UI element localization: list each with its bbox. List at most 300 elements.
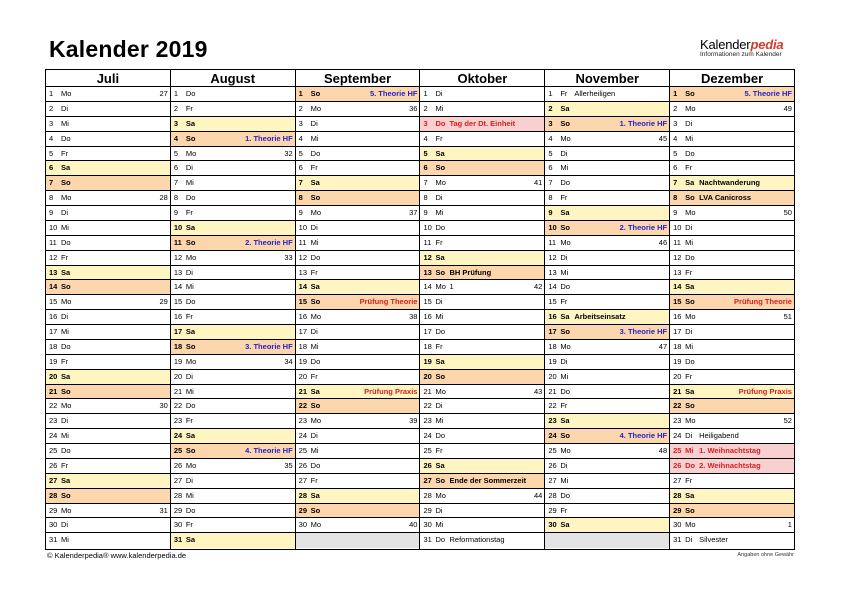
day-number: 23 [673, 416, 682, 426]
day-cell [420, 355, 544, 370]
weekday: So [685, 89, 695, 98]
day-cell [545, 385, 669, 400]
week-number: 39 [409, 416, 418, 426]
weekday: Mo [61, 401, 72, 411]
weekday: Do [61, 133, 71, 143]
day-cell [46, 489, 170, 504]
day-number: 2 [423, 103, 428, 113]
day-number: 20 [423, 371, 432, 381]
day-cell [171, 504, 295, 519]
day-note: 2. Weihnachtstag [699, 460, 761, 470]
weekday: Fr [435, 133, 443, 143]
day-cell [420, 325, 544, 340]
weekday: Mo [435, 386, 446, 396]
weekday: Fr [685, 371, 693, 381]
day-number: 25 [673, 446, 682, 455]
week-number: 47 [658, 341, 668, 351]
day-cell [670, 444, 794, 459]
weekday: Do [310, 252, 321, 262]
weekday: Fr [185, 208, 193, 217]
day-cell [545, 236, 669, 251]
weekday: Di [310, 118, 318, 128]
day-cell [46, 295, 170, 310]
day-cell [420, 117, 544, 132]
weekday: Sa [560, 520, 570, 530]
weekday: Fr [560, 297, 568, 307]
day-cell [420, 280, 544, 295]
week-number: 28 [159, 193, 168, 203]
day-cell [670, 474, 794, 489]
day-number: 23 [173, 416, 183, 426]
day-number: 24 [49, 431, 58, 441]
day-cell [670, 295, 794, 310]
day-note: 3. Theorie HF [619, 327, 668, 336]
day-number: 8 [49, 193, 54, 203]
day-number: 7 [673, 178, 678, 188]
weekday: So [685, 297, 695, 307]
day-cell [420, 147, 544, 162]
day-number: 13 [423, 267, 432, 277]
weekday: So [61, 490, 71, 500]
weekday: Do [310, 460, 321, 470]
day-number: 14 [173, 282, 183, 292]
day-cell [171, 459, 295, 474]
day-number: 17 [423, 327, 432, 336]
day-cell [545, 504, 669, 519]
weekday: Sa [685, 282, 695, 292]
day-cell [296, 429, 420, 444]
day-number: 18 [49, 341, 58, 351]
day-cell [545, 459, 669, 474]
day-number: 6 [673, 163, 678, 173]
day-number: 22 [173, 401, 183, 411]
day-cell [420, 385, 544, 400]
day-number: 2 [298, 103, 303, 113]
day-cell [296, 206, 420, 221]
weekday: Do [435, 118, 446, 128]
day-number: 2 [548, 103, 553, 113]
weekday: Fr [435, 341, 443, 351]
weekday: Di [61, 103, 69, 113]
day-number: 23 [548, 416, 557, 426]
day-cell [46, 310, 170, 325]
day-number: 6 [548, 163, 553, 173]
weekday: So [310, 193, 321, 203]
week-number: 43 [533, 386, 543, 396]
weekday: Mo [560, 341, 571, 351]
day-cell [420, 370, 544, 385]
day-cell [545, 295, 669, 310]
day-number: 31 [173, 535, 183, 545]
day-number: 9 [173, 208, 178, 217]
weekday: So [310, 297, 321, 307]
day-cell [296, 399, 420, 414]
weekday: Di [310, 222, 318, 232]
day-number: 13 [548, 267, 557, 277]
weekday: So [185, 446, 196, 455]
weekday: So [685, 505, 695, 515]
day-cell [171, 474, 295, 489]
weekday: Sa [435, 356, 445, 366]
day-cell [420, 176, 544, 191]
day-cell [46, 518, 170, 533]
day-number: 21 [173, 386, 183, 396]
day-cell [171, 414, 295, 429]
logo-brand-b: pedia [750, 37, 784, 52]
weekday: Fr [685, 475, 693, 485]
day-cell [171, 147, 295, 162]
weekday: Do [185, 401, 196, 411]
weekday: Mi [435, 520, 444, 530]
week-number: 30 [159, 401, 168, 411]
day-number: 23 [49, 416, 58, 426]
day-number: 18 [673, 341, 682, 351]
day-number: 20 [673, 371, 682, 381]
weekday: Do [61, 446, 71, 455]
day-cell [670, 161, 794, 176]
day-number: 30 [673, 520, 682, 530]
day-cell [296, 102, 420, 117]
day-cell [296, 161, 420, 176]
day-cell [545, 161, 669, 176]
day-cell [670, 489, 794, 504]
day-note: 4. Theorie HF [245, 446, 293, 455]
day-cell [296, 444, 420, 459]
weekday: So [61, 178, 71, 188]
weekday: Di [185, 163, 193, 173]
weekday: Do [560, 490, 570, 500]
day-number: 21 [49, 386, 58, 396]
day-cell [46, 206, 170, 221]
weekday: Mi [435, 208, 444, 217]
weekday: Di [310, 327, 318, 336]
day-cell [171, 132, 295, 147]
weekday: So [61, 386, 71, 396]
day-number: 19 [173, 356, 183, 366]
day-number: 22 [49, 401, 58, 411]
day-cell [420, 221, 544, 236]
day-number: 8 [173, 193, 178, 203]
day-number: 11 [173, 237, 182, 247]
day-cell [670, 385, 794, 400]
day-cell [46, 474, 170, 489]
day-number: 9 [298, 208, 303, 217]
day-cell [420, 236, 544, 251]
day-cell [420, 251, 544, 266]
day-cell [420, 489, 544, 504]
day-cell [171, 206, 295, 221]
day-cell [420, 444, 544, 459]
day-number: 7 [423, 178, 428, 188]
weekday: Di [185, 267, 193, 277]
day-number: 30 [49, 520, 58, 530]
day-cell [46, 414, 170, 429]
weekday: Mo [310, 208, 322, 217]
weekday: Mi [310, 446, 319, 455]
day-number: 2 [173, 103, 178, 113]
weekday: Di [185, 371, 193, 381]
day-number: 24 [673, 431, 682, 441]
day-cell [46, 147, 170, 162]
day-cell [296, 489, 420, 504]
day-cell [171, 251, 295, 266]
day-cell [545, 325, 669, 340]
day-number: 24 [548, 431, 557, 441]
weekday: Mo [685, 520, 696, 530]
day-number: 4 [548, 133, 553, 143]
weekday: Mo [185, 356, 197, 366]
day-cell [46, 385, 170, 400]
day-cell [296, 176, 420, 191]
weekday: Sa [560, 312, 570, 322]
weekday: Mi [310, 237, 319, 247]
day-number: 15 [423, 297, 432, 307]
day-number: 31 [673, 535, 682, 545]
logo [700, 38, 795, 59]
day-number: 20 [298, 371, 307, 381]
day-number: 14 [298, 282, 307, 292]
day-number: 8 [423, 193, 428, 203]
day-cell [171, 533, 295, 548]
month-header: November [545, 70, 669, 87]
weekday: Di [560, 148, 568, 158]
day-number: 30 [548, 520, 557, 530]
day-cell [296, 340, 420, 355]
day-cell [46, 236, 170, 251]
day-number: 3 [49, 118, 54, 128]
day-cell [670, 236, 794, 251]
day-cell [545, 310, 669, 325]
day-note: 1. Weihnachtstag [699, 446, 761, 455]
day-number: 6 [173, 163, 178, 173]
day-note: Tag der Dt. Einheit [449, 118, 516, 128]
day-cell [171, 117, 295, 132]
day-cell [296, 266, 420, 281]
day-number: 29 [423, 505, 432, 515]
weekday: Sa [310, 282, 320, 292]
weekday: Mi [61, 222, 69, 232]
day-number: 1 [423, 89, 428, 98]
day-cell [545, 414, 669, 429]
day-number: 13 [673, 267, 682, 277]
day-cell [296, 295, 420, 310]
weekday: Mo [685, 103, 696, 113]
weekday: So [560, 327, 570, 336]
weekday: Mi [560, 371, 569, 381]
month-header: Juli [46, 70, 170, 87]
day-cell [545, 206, 669, 221]
weekday: Fr [61, 356, 69, 366]
page-title: Kalender 2019 [49, 36, 208, 62]
day-cell [420, 132, 544, 147]
weekday: Di [560, 356, 568, 366]
day-cell [670, 221, 794, 236]
day-number: 11 [49, 237, 57, 247]
day-cell [420, 518, 544, 533]
weekday: Mi [435, 416, 444, 426]
day-cell [545, 176, 669, 191]
week-number: 40 [409, 520, 418, 530]
day-number: 28 [548, 490, 557, 500]
day-cell [46, 176, 170, 191]
weekday: Mi [560, 163, 569, 173]
day-number: 19 [298, 356, 307, 366]
weekday: Fr [310, 267, 318, 277]
weekday: Mo [185, 460, 197, 470]
day-note: Reformationstag [449, 535, 505, 545]
weekday: Mi [685, 446, 694, 455]
day-cell [545, 102, 669, 117]
day-cell [420, 102, 544, 117]
day-number: 4 [673, 133, 678, 143]
logo-tagline: Informationen zum Kalender [700, 51, 782, 58]
weekday: Fr [560, 401, 568, 411]
day-number: 17 [49, 327, 58, 336]
weekday: Di [560, 252, 568, 262]
weekday: Di [61, 208, 69, 217]
weekday: Sa [61, 267, 71, 277]
day-number: 30 [173, 520, 183, 530]
day-number: 12 [173, 252, 183, 262]
day-number: 28 [298, 490, 307, 500]
weekday: Sa [560, 103, 570, 113]
weekday: Mo [435, 178, 446, 188]
day-number: 26 [423, 460, 432, 470]
day-cell [670, 414, 794, 429]
day-cell [296, 221, 420, 236]
day-number: 7 [173, 178, 178, 188]
day-cell [420, 310, 544, 325]
day-cell [670, 355, 794, 370]
day-cell [296, 117, 420, 132]
day-number: 22 [673, 401, 682, 411]
day-number: 29 [49, 505, 58, 515]
day-number: 27 [423, 475, 432, 485]
weekday: Di [435, 297, 443, 307]
day-cell [171, 489, 295, 504]
week-number: 51 [783, 312, 792, 322]
day-number: 29 [173, 505, 183, 515]
weekday: Mi [185, 282, 194, 292]
weekday: Mo [185, 148, 197, 158]
day-cell [545, 340, 669, 355]
weekday: So [310, 89, 321, 98]
day-cell [545, 518, 669, 533]
weekday: Di [61, 312, 69, 322]
day-number: 28 [673, 490, 682, 500]
weekday: Mi [685, 133, 694, 143]
day-number: 17 [298, 327, 307, 336]
day-cell [296, 236, 420, 251]
weekday: Mi [185, 178, 194, 188]
day-number: 4 [173, 133, 178, 143]
day-number: 12 [423, 252, 432, 262]
day-number: 12 [49, 252, 58, 262]
day-cell [420, 266, 544, 281]
weekday: Di [435, 401, 443, 411]
day-number: 3 [298, 118, 303, 128]
day-number: 9 [673, 208, 678, 217]
week-number: 27 [159, 89, 168, 98]
day-number: 5 [49, 148, 54, 158]
day-cell [171, 161, 295, 176]
day-number: 22 [423, 401, 432, 411]
weekday: Fr [185, 312, 193, 322]
weekday: Mo [560, 133, 571, 143]
day-number: 25 [49, 446, 58, 455]
day-cell [670, 191, 794, 206]
weekday: Mi [560, 475, 569, 485]
weekday: Di [685, 222, 693, 232]
weekday: Mi [685, 237, 694, 247]
day-cell [296, 504, 420, 519]
day-number: 26 [673, 460, 682, 470]
day-cell [670, 518, 794, 533]
day-cell [420, 191, 544, 206]
day-note: Prüfung Theorie [734, 297, 792, 307]
day-cell [296, 191, 420, 206]
logo-brand [700, 38, 795, 51]
day-number: 3 [548, 118, 553, 128]
day-cell [670, 147, 794, 162]
week-number: 1 [787, 520, 792, 530]
day-cell [670, 310, 794, 325]
day-cell [171, 310, 295, 325]
day-cell [420, 459, 544, 474]
empty-day-cell [545, 533, 669, 548]
day-number: 16 [49, 312, 58, 322]
weekday: So [560, 222, 570, 232]
day-cell [420, 87, 544, 102]
weekday: Mo [560, 237, 571, 247]
weekday: Sa [310, 178, 320, 188]
day-cell [420, 161, 544, 176]
day-cell [420, 414, 544, 429]
day-number: 25 [298, 446, 307, 455]
weekday: Fr [560, 505, 568, 515]
weekday: Do [685, 252, 695, 262]
weekday: Fr [185, 416, 193, 426]
day-note: Ende der Sommerzeit [449, 475, 527, 485]
day-number: 12 [548, 252, 557, 262]
day-note: Prüfung Praxis [738, 386, 792, 396]
day-cell [296, 147, 420, 162]
weekday: Mi [61, 118, 69, 128]
day-cell [545, 132, 669, 147]
weekday: Fr [185, 103, 193, 113]
day-note: 5. Theorie HF [744, 89, 792, 98]
day-number: 5 [423, 148, 428, 158]
day-cell [171, 518, 295, 533]
week-number: 41 [533, 178, 543, 188]
day-number: 11 [423, 237, 432, 247]
day-cell [670, 399, 794, 414]
week-number: 37 [409, 208, 418, 217]
day-number: 27 [548, 475, 557, 485]
weekday: Di [435, 193, 443, 203]
day-cell [670, 429, 794, 444]
day-cell [545, 399, 669, 414]
day-cell [420, 474, 544, 489]
day-cell [171, 325, 295, 340]
weekday: Sa [685, 386, 695, 396]
day-cell [545, 87, 669, 102]
day-number: 10 [173, 222, 183, 232]
day-cell [46, 340, 170, 355]
day-number: 10 [548, 222, 557, 232]
day-number: 7 [298, 178, 303, 188]
calendar-grid [45, 69, 795, 550]
